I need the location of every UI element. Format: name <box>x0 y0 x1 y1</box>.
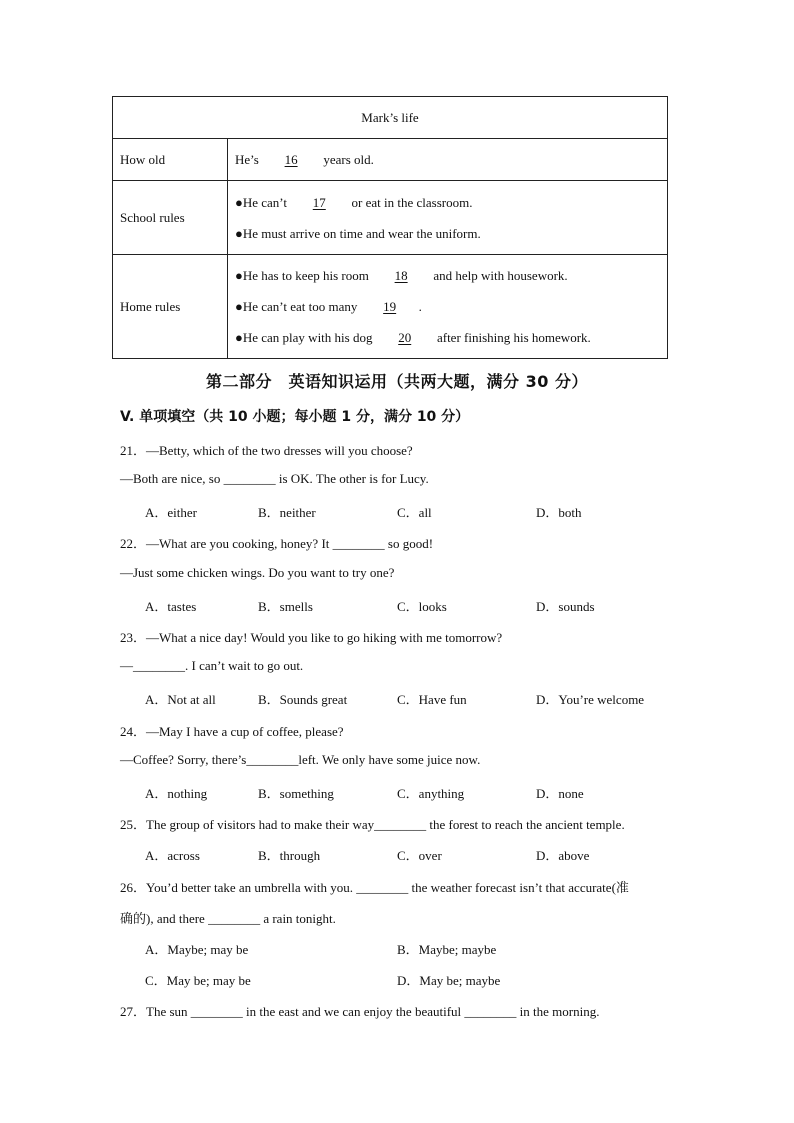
option-d[interactable]: D．You’re welcome <box>536 692 645 707</box>
table-title: Mark’s life <box>113 97 668 139</box>
table-row <box>113 181 668 255</box>
question-23-line-1: 23．—What a nice day! Would you like to go hiking with me tomorrow? <box>120 630 503 645</box>
option-a[interactable]: A．across <box>145 848 200 863</box>
option-c[interactable]: C．all <box>397 505 432 520</box>
option-a[interactable]: A．Not at all <box>145 692 216 707</box>
blank-number[interactable]: 19 <box>383 299 397 314</box>
question-26-line-1: 26．You’d better take an umbrella with you. ________ the weather forecast isn’t that accurate(准 <box>120 880 629 895</box>
row-content <box>228 255 668 359</box>
row-label: How old <box>113 139 228 181</box>
option-b[interactable]: B．Maybe; maybe <box>397 942 497 957</box>
row-content <box>228 139 668 181</box>
question-24-line-2: —Coffee? Sorry, there’s________left. We only have some juice now. <box>120 752 481 767</box>
question-23-line-2: —________. I can’t wait to go out. <box>120 658 304 673</box>
rule-line: ●He can play with his dog 20 after finishing his homework. <box>235 322 660 353</box>
option-d[interactable]: D．both <box>536 505 582 520</box>
option-c[interactable]: C．May be; may be <box>145 973 251 988</box>
option-a[interactable]: A．either <box>145 505 197 520</box>
rule-line: ●He can’t 17 or eat in the classroom. <box>235 187 660 218</box>
question-27-line-1: 27．The sun ________ in the east and we can enjoy the beautiful ________ in the morning. <box>120 1004 600 1019</box>
option-a[interactable]: A．nothing <box>145 786 208 801</box>
option-c[interactable]: C．looks <box>397 599 447 614</box>
blank-number[interactable]: 17 <box>312 194 326 210</box>
subsection-title: V. 单项填空（共 10 小题；每小题 1 分，满分 10 分） <box>120 409 470 425</box>
option-d[interactable]: D．May be; maybe <box>397 973 501 988</box>
rule-line: He’s 16 years old. <box>235 144 660 175</box>
row-label: School rules <box>113 181 228 255</box>
option-d[interactable]: D．sounds <box>536 599 595 614</box>
option-a[interactable]: A．tastes <box>145 599 197 614</box>
option-b[interactable]: B．smells <box>258 599 313 614</box>
question-24-line-1: 24．—May I have a cup of coffee, please? <box>120 724 344 739</box>
row-content <box>228 181 668 255</box>
question-21-line-1: 21．—Betty, which of the two dresses will you choose? <box>120 443 413 458</box>
rule-line: ●He must arrive on time and wear the uniform. <box>235 225 481 241</box>
option-b[interactable]: B．neither <box>258 505 316 520</box>
question-21-line-2: —Both are nice, so ________ is OK. The other is for Lucy. <box>120 471 429 486</box>
option-c[interactable]: C．anything <box>397 786 465 801</box>
question-22-line-1: 22．—What are you cooking, honey? It ________ so good! <box>120 536 434 551</box>
blank-number[interactable]: 18 <box>394 268 408 283</box>
table-row <box>113 139 668 181</box>
question-22-line-2: —Just some chicken wings. Do you want to try one? <box>120 565 395 580</box>
rule-line: ●He can’t eat too many 19 . <box>235 291 660 322</box>
row-label: Home rules <box>113 255 228 359</box>
rule-line: ●He has to keep his room 18 and help with housework. <box>235 260 660 291</box>
table-row <box>113 255 668 359</box>
question-26-line-2: 确的), and there ________ a rain tonight. <box>120 911 336 926</box>
marks-life-table <box>112 96 668 359</box>
option-a[interactable]: A．Maybe; may be <box>145 942 249 957</box>
section-title: 第二部分 英语知识运用（共两大题，满分 30 分） <box>206 372 588 391</box>
option-b[interactable]: B．Sounds great <box>258 692 348 707</box>
option-d[interactable]: D．none <box>536 786 584 801</box>
blank-number[interactable]: 16 <box>284 152 298 167</box>
option-d[interactable]: D．above <box>536 848 590 863</box>
option-c[interactable]: C．over <box>397 848 442 863</box>
option-b[interactable]: B．through <box>258 848 321 863</box>
question-25-line-1: 25．The group of visitors had to make their way________ the forest to reach the ancient temple. <box>120 817 625 832</box>
blank-number[interactable]: 20 <box>398 330 412 345</box>
option-c[interactable]: C．Have fun <box>397 692 467 707</box>
option-b[interactable]: B．something <box>258 786 334 801</box>
